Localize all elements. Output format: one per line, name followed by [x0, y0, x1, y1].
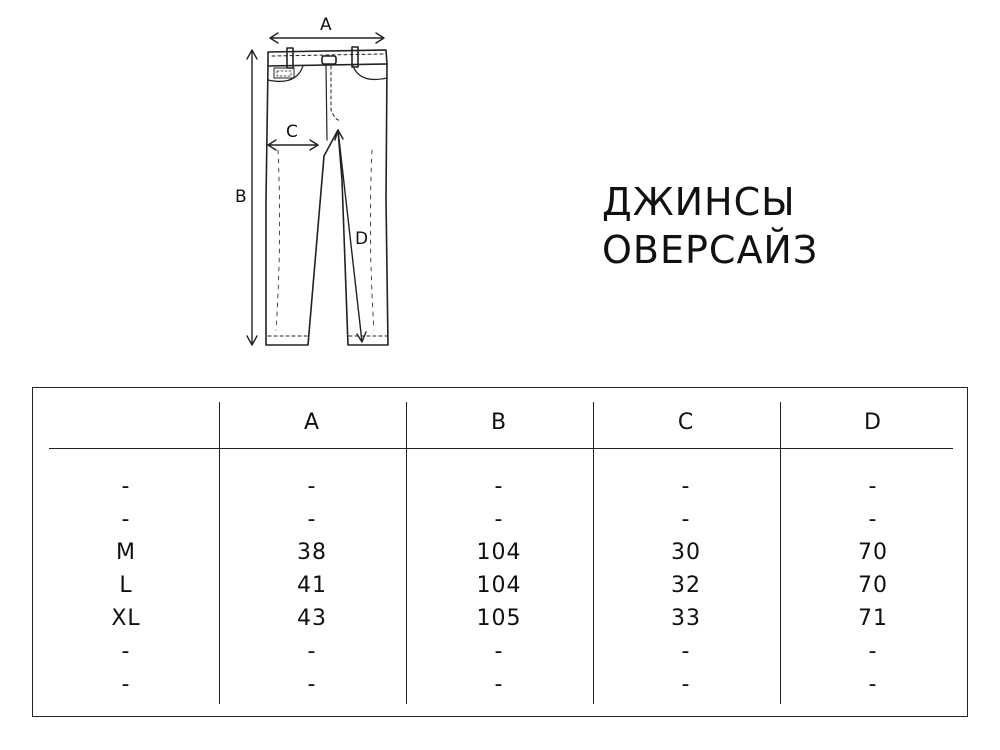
- dimension-b-arrow: [247, 50, 257, 345]
- jeans-fly: [331, 66, 341, 120]
- measurement-cell: -: [494, 507, 504, 532]
- measurement-cell: 104: [476, 573, 522, 598]
- measurement-cell: -: [494, 672, 504, 697]
- size-cell: L: [119, 573, 133, 598]
- header-col-a: A: [303, 410, 321, 435]
- measurement-cell: 71: [858, 606, 888, 631]
- measurement-cell: -: [681, 639, 691, 664]
- size-cell: -: [121, 507, 131, 532]
- measurement-cell: -: [307, 639, 317, 664]
- measurement-cell: -: [307, 672, 317, 697]
- size-cell: M: [116, 540, 136, 565]
- table-header-divider: [49, 448, 953, 449]
- measurement-cell: -: [868, 474, 878, 499]
- header-col-b: B: [490, 410, 508, 435]
- measurement-cell: 30: [671, 540, 701, 565]
- size-cell: -: [121, 672, 131, 697]
- measurement-cell: -: [681, 507, 691, 532]
- measurement-cell: 33: [671, 606, 701, 631]
- size-table: [32, 387, 968, 717]
- measurement-cell: 38: [297, 540, 327, 565]
- measurement-cell: 104: [476, 540, 522, 565]
- measurement-cell: 43: [297, 606, 327, 631]
- dimension-a-label: A: [320, 15, 332, 35]
- measurement-cell: -: [494, 639, 504, 664]
- size-cell: XL: [111, 606, 141, 631]
- measurement-cell: -: [868, 672, 878, 697]
- dimension-d-label: D: [355, 229, 369, 249]
- measurement-cell: 105: [476, 606, 522, 631]
- measurement-cell: 41: [297, 573, 327, 598]
- measurement-cell: -: [494, 474, 504, 499]
- header-col-c: C: [677, 410, 695, 435]
- measurement-cell: -: [681, 474, 691, 499]
- header-col-d: D: [864, 410, 882, 435]
- size-cell: -: [121, 474, 131, 499]
- measurement-cell: 32: [671, 573, 701, 598]
- measurement-cell: 70: [858, 573, 888, 598]
- measurement-cell: -: [868, 639, 878, 664]
- product-title-line-1: ДЖИНСЫ: [602, 180, 796, 224]
- measurement-cell: -: [868, 507, 878, 532]
- dimension-b-label: B: [235, 187, 247, 207]
- measurement-cell: -: [307, 507, 317, 532]
- dimension-c-label: C: [286, 122, 298, 142]
- measurement-cell: -: [681, 672, 691, 697]
- product-title: [602, 178, 818, 274]
- size-cell: -: [121, 639, 131, 664]
- product-title-line-2: ОВЕРСАЙЗ: [602, 228, 819, 272]
- measurement-cell: -: [307, 474, 317, 499]
- jeans-button: [322, 56, 336, 64]
- measurement-cell: 70: [858, 540, 888, 565]
